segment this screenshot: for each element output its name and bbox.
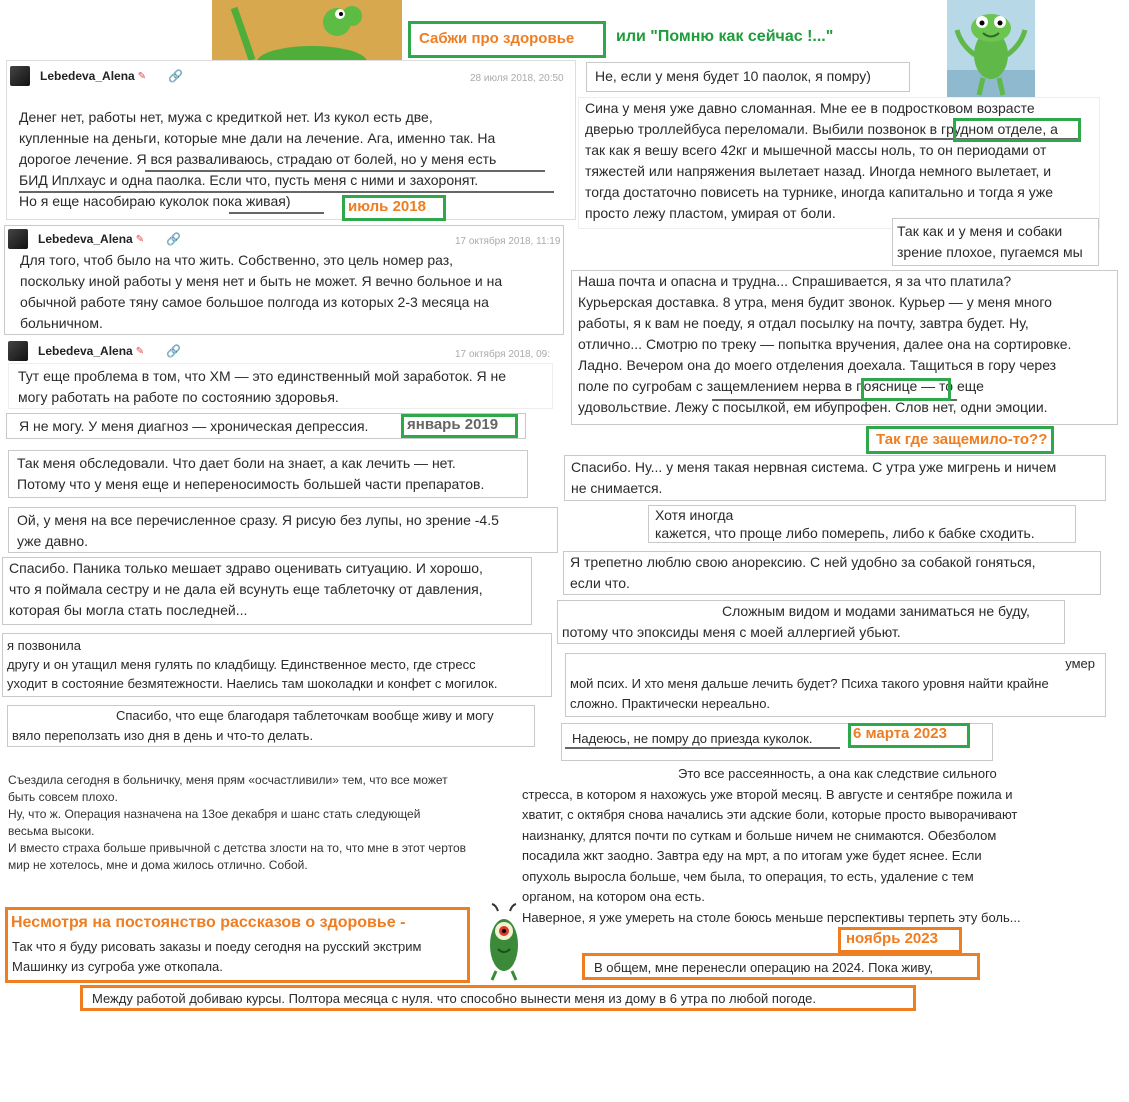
eyes-card: Ой, у меня на все перечисленное сразу. Я рисую без лупы, но зрение -4.5 уже давно. [8, 507, 558, 553]
post-highlight-box [861, 378, 951, 401]
link-icon[interactable]: 🔗 [166, 344, 182, 358]
comment-header-3 [8, 341, 181, 361]
title-left: Сабжи про здоровье [419, 30, 575, 47]
exam-card: Так меня обследовали. Что дает боли на знает, а как лечить — нет. Потому что у меня еще и непереносимость большей части препаратов. [8, 450, 528, 498]
spine-card: Сина у меня уже давно сломанная. Мне ее в подростковом возрасте дверью троллейбуса переломали. Выбили позвонок в грудном отделе, а так как я вешу всего 42кг и мышечной массы ноль, то он периодами от тяжестей или напряжения вылетает назад. Иногда немного вылетает, и тогда достаточно повисеть на турнике, иногда капитально и тогда я уже просто лежу пластом, умирая от боли. [578, 97, 1100, 229]
username[interactable]: Lebedeva_Alena [38, 344, 133, 358]
anorexia-card: Я трепетно люблю свою анорексию. С ней удобно за собакой гоняться, если что. [563, 551, 1101, 595]
comment-date-3: 17 октября 2018, 09: [455, 349, 551, 360]
despite-title: Несмотря на постоянство рассказов о здоровье - [11, 914, 406, 931]
avatar [8, 229, 28, 249]
dogs-card: Так как и у меня и собаки зрение плохое, пугаемся мы [892, 218, 1099, 266]
frog-image-right [947, 0, 1035, 97]
verified-icon: ✎ [137, 70, 147, 82]
tag-where: Так где защемило-то?? [876, 431, 1048, 448]
link-icon[interactable]: 🔗 [166, 232, 182, 246]
epoxy-card: Сложным видом и модами заниматься не буду, потому что эпоксиды меня с моей аллергией убьют. [557, 600, 1065, 644]
comment-text-1: Денег нет, работы нет, мужа с кредиткой нет. Из кукол есть две, купленные на деньги, которые мне дали на лечение. Ага, именно так. На дорогое лечение. Я вся разваливаюсь, страдаю от болей, но у меня есть БИД Иплхаус и одна паолка. Если что, пусть меня с ними и захоронят. Но я еще насобираю куколок пока живая) [19, 109, 497, 209]
comment-text-3: Тут еще проблема в том, что ХМ — это единственный мой заработок. Я не могу работать на работе по состоянию здоровья. [18, 368, 507, 405]
username[interactable]: Lebedeva_Alena [38, 232, 133, 246]
sometimes-card: Хотя иногда кажется, что проще либо померепь, либо к бабке сходить. [648, 505, 1076, 543]
tag-jan: январь 2019 [407, 416, 499, 433]
nerves-card: Спасибо. Ну... у меня такая нервная система. С утра уже мигрень и ничем не снимается. [564, 455, 1106, 501]
hospital-text: Съездила сегодня в больничку, меня прям «осчастливили» тем, что все может быть совсем плохо. Ну, что ж. Операция назначена на 13ое декабря и шанс стать следующей весьма высоки. И вместо страха больше привычной с детства злости на то, что мне в этот чертов мир не хотелось, мне и дома жилось отлично. Собой. [8, 773, 467, 872]
psych-card: умер мой псих. И хто меня дальше лечить будет? Психа такого уровня найти крайне сложно. Практически нереально. [565, 653, 1106, 717]
underline [145, 170, 545, 172]
comment-date-1: 28 июля 2018, 20:50 [470, 73, 564, 84]
courses-text: Между работой добиваю курсы. Полтора месяца с нуля. что способно вынести меня из дому в 6 утра по любой погоде. [92, 991, 817, 1006]
underline [229, 212, 324, 214]
verified-icon: ✎ [135, 345, 145, 357]
post-card: Наша почта и опасна и трудна... Спрашивается, я за что платила? Курьерская доставка. 8 утра, меня будит звонок. Курьер — у меня много работы, я к вам не поеду, я отдал посылку на почту, завтра будет. Ну, отлично... Смотрю по треку — попытка вручения, далее она на сортировке. Ладно. Вечером она до моего отделения доехала. Тащиться в гору через поле по сугробам с защемлением нерва в пояснице — то еще удовольствие. Лежу с посылкой, ем ибупрофен. Слов нет, одни эмоции. [571, 270, 1118, 425]
panic-card: Спасибо. Паника только мешает здраво оценивать ситуацию. И хорошо, что я поймала сестру и не дала ей всунуть еще таблеточку от давления, которая бы могла стать последней... [2, 557, 532, 625]
avatar [10, 66, 30, 86]
underline [565, 747, 840, 749]
avatar [8, 341, 28, 361]
paolki-card: Не, если у меня будет 10 паолок, я помру) [586, 62, 910, 92]
username[interactable]: Lebedeva_Alena [40, 69, 135, 83]
cemetery-card: я позвонила другу и он утащил меня гулять по кладбищу. Единственное место, где стресс уходит в состояние безмятежности. Наелись там шоколадки и конфет с могилок. [2, 633, 552, 697]
verified-icon: ✎ [135, 233, 145, 245]
comment-header-2 [8, 229, 181, 249]
comment-text-2: Для того, чтоб было на что жить. Собственно, это цель номер раз, поскольку иной работы у меня нет и быть не может. Я вечно больное и на обычной работе тяну самое большое полгода из которых 2-3 месяца на больничном. [20, 252, 503, 331]
comment-header-1 [10, 66, 183, 86]
link-icon[interactable]: 🔗 [168, 69, 184, 83]
depression-card: Я не могу. У меня диагноз — хроническая депрессия. [6, 413, 526, 439]
postponed-text: В общем, мне перенесли операцию на 2024. Пока живу, [594, 960, 933, 975]
pills-card: Спасибо, что еще благодаря таблеточкам вообще живу и могу вяло переползать изо дня в день и что-то делать. [7, 705, 535, 747]
spine-highlight-box [953, 118, 1081, 142]
dolls-hope-card: Надеюсь, не помру до приезда куколок. [561, 723, 993, 761]
despite-text: Так что я буду рисовать заказы и поеду сегодня на русский экстрим Машинку из сугроба уже откопала. [12, 939, 422, 974]
underline [19, 191, 554, 193]
comment-date-2: 17 октября 2018, 11:19 [455, 236, 561, 247]
tag-nov: ноябрь 2023 [846, 930, 938, 947]
tag-july: июль 2018 [348, 198, 426, 215]
title-right: или "Помню как сейчас !..." [616, 28, 834, 45]
tag-mar: 6 марта 2023 [853, 725, 947, 742]
stress-text: Это все рассеянность, а она как следствие сильного стресса, в котором я нахожусь уже второй месяц. В августе и сентябре пожила и хватит, с октября снова начались эти адские боли, которые просто выворачивают наизнанку, длятся почти по суткам и больше ничем не снимаются. Обезболом посадила жкт заодно. Завтра еду на мрт, а по итогам уже будет яснее. Если опухоль выросла больше, чем была, то операция, то есть, удаление с тем органом, на котором она есть. Наверное, я уже умереть на столе боюсь меньше перспективы терпеть эту боль... [522, 766, 1021, 925]
